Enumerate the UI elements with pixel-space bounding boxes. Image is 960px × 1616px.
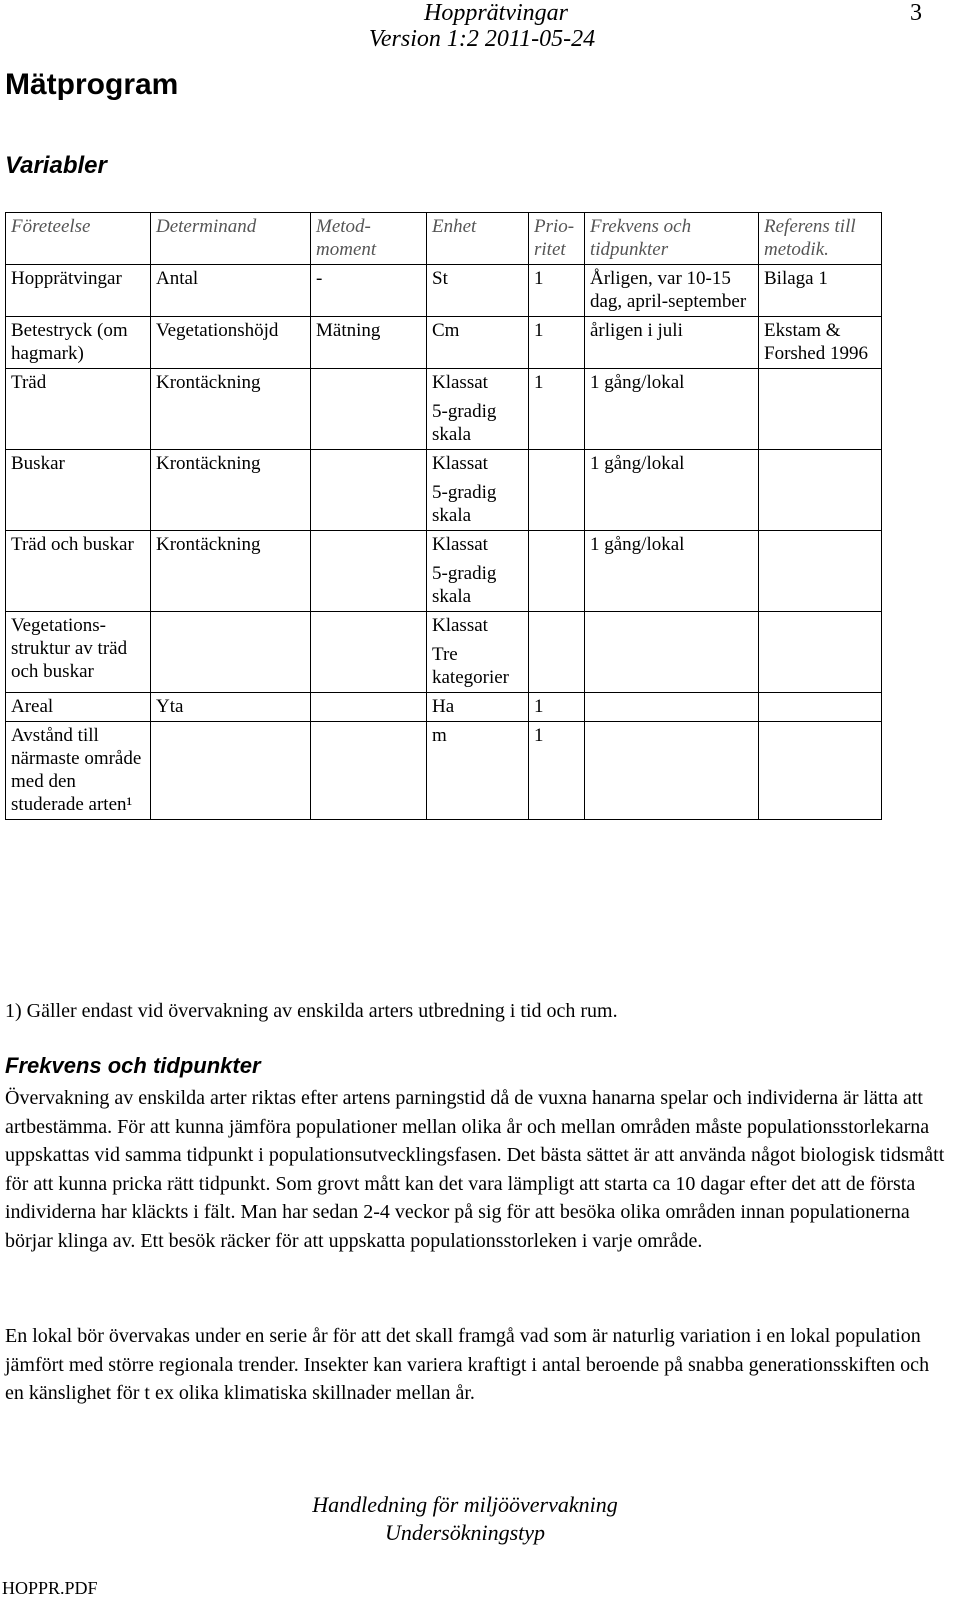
table-cell: Mätning bbox=[311, 317, 427, 369]
table-cell: årligen i juli bbox=[585, 317, 759, 369]
table-cell bbox=[427, 450, 529, 531]
footer-title: Handledning för miljöövervakning bbox=[312, 1492, 618, 1517]
table-cell: Antal bbox=[151, 265, 311, 317]
table-cell bbox=[427, 369, 529, 450]
table-cell: Krontäckning bbox=[151, 531, 311, 612]
table-cell: Träd bbox=[6, 369, 151, 450]
table-cell: Ekstam & Forshed 1996 bbox=[759, 317, 882, 369]
table-cell: 1 bbox=[529, 265, 585, 317]
table-cell bbox=[759, 369, 882, 450]
header-version: Version 1:2 2011-05-24 bbox=[368, 26, 596, 52]
table-cell bbox=[529, 612, 585, 693]
table-cell: 1 bbox=[529, 693, 585, 722]
table-cell: Cm bbox=[427, 317, 529, 369]
table-cell bbox=[759, 531, 882, 612]
cell-text: Klassat bbox=[432, 615, 488, 636]
table-row bbox=[6, 612, 882, 693]
table-cell: 1 bbox=[529, 317, 585, 369]
table-cell: St bbox=[427, 265, 529, 317]
table-header-cell: Prio-ritet bbox=[529, 213, 585, 265]
table-header-cell: Företeelse bbox=[6, 213, 151, 265]
section-title-variabler: Variabler bbox=[5, 152, 107, 179]
table-row bbox=[6, 369, 882, 450]
page-number: 3 bbox=[910, 0, 922, 26]
variables-table bbox=[5, 212, 882, 820]
table-cell: Areal bbox=[6, 693, 151, 722]
table-cell bbox=[311, 612, 427, 693]
table-header-row bbox=[6, 213, 882, 265]
table-cell bbox=[759, 612, 882, 693]
table-cell: Buskar bbox=[6, 450, 151, 531]
cell-text: Klassat bbox=[432, 372, 488, 393]
table-cell: Krontäckning bbox=[151, 369, 311, 450]
table-cell: Krontäckning bbox=[151, 450, 311, 531]
table-cell bbox=[585, 722, 759, 820]
table-cell bbox=[311, 722, 427, 820]
table-cell: 1 gång/lokal bbox=[585, 369, 759, 450]
table-cell bbox=[529, 531, 585, 612]
table-cell: 1 bbox=[529, 722, 585, 820]
cell-text: Klassat bbox=[432, 453, 488, 474]
cell-text: Tre kategorier bbox=[432, 644, 510, 688]
table-cell bbox=[585, 612, 759, 693]
table-cell: - bbox=[311, 265, 427, 317]
table-cell: Yta bbox=[151, 693, 311, 722]
table-cell bbox=[529, 450, 585, 531]
table-cell: Betestryck (om hagmark) bbox=[6, 317, 151, 369]
table-cell bbox=[427, 612, 529, 693]
cell-text: 5-gradig skala bbox=[432, 482, 497, 526]
cell-text: 5-gradig skala bbox=[432, 401, 497, 445]
table-cell: 1 gång/lokal bbox=[585, 450, 759, 531]
table-cell: Avstånd till närmaste område med den studerade arten¹ bbox=[6, 722, 151, 820]
footer-filename: HOPPR.PDF bbox=[2, 1578, 98, 1598]
header-title: Hopprätvingar bbox=[424, 0, 568, 26]
table-header-cell: Frekvens och tidpunkter bbox=[585, 213, 759, 265]
page-title: Mätprogram bbox=[5, 68, 179, 101]
table-cell bbox=[311, 369, 427, 450]
section-title-frekvens: Frekvens och tidpunkter bbox=[5, 1053, 261, 1078]
table-header-cell: Metod-moment bbox=[311, 213, 427, 265]
table-cell: Årligen, var 10-15 dag, april-september bbox=[585, 265, 759, 317]
table-cell bbox=[151, 612, 311, 693]
cell-text: Klassat bbox=[432, 534, 488, 555]
table-cell bbox=[759, 450, 882, 531]
cell-text: 5-gradig skala bbox=[432, 563, 497, 607]
table-cell bbox=[759, 693, 882, 722]
table-cell: 1 bbox=[529, 369, 585, 450]
table-cell bbox=[427, 531, 529, 612]
table-cell: Bilaga 1 bbox=[759, 265, 882, 317]
table-row bbox=[6, 317, 882, 369]
table-cell: Träd och buskar bbox=[6, 531, 151, 612]
table-cell: Ha bbox=[427, 693, 529, 722]
table-cell bbox=[311, 693, 427, 722]
table-row bbox=[6, 450, 882, 531]
table-cell bbox=[151, 722, 311, 820]
table-row bbox=[6, 693, 882, 722]
table-row bbox=[6, 265, 882, 317]
footer-subtitle: Undersökningstyp bbox=[384, 1520, 546, 1545]
table-row bbox=[6, 722, 882, 820]
table-cell bbox=[759, 722, 882, 820]
table-cell: Vegetationshöjd bbox=[151, 317, 311, 369]
table-cell: 1 gång/lokal bbox=[585, 531, 759, 612]
table-row bbox=[6, 531, 882, 612]
paragraph: En lokal bör övervakas under en serie år för att det skall framgå vad som är naturlig variation i en lokal population jämfört med större regionala trender. Insekter kan variera kraftigt i antal beroende på snabba generationsskiften och en känslighet för t ex olika klimatiska skillnader mellan år. bbox=[5, 1325, 930, 1404]
table-header-cell: Enhet bbox=[427, 213, 529, 265]
table-header-cell: Referens till metodik. bbox=[759, 213, 882, 265]
table-cell: m bbox=[427, 722, 529, 820]
table-cell: Vegetations-struktur av träd och buskar bbox=[6, 612, 151, 693]
table-footnote: 1) Gäller endast vid övervakning av enskilda arters utbredning i tid och rum. bbox=[5, 1000, 618, 1022]
paragraph: Övervakning av enskilda arter riktas efter artens parningstid då de vuxna hanarna spelar och individerna är lätta att artbestämma. För att kunna jämföra populationer mellan olika år och mellan områden måste populationsstorlekarna uppskattas vid samma tidpunkt i populationsutvecklingsfasen. Det bästa sättet är att använda något biologisk tidsmått för att kunna pricka rätt tidpunkt. Som grovt mått kan det vara lämpligt att starta ca 10 dagar efter det att de första individerna har kläckts i fält. Man har sedan 2-4 veckor på sig för att besöka olika områden innan populationerna börjar klinga av. Ett besök räcker för att uppskatta populationsstorleken i varje område. bbox=[5, 1087, 945, 1252]
table-cell bbox=[311, 450, 427, 531]
table-header-cell: Determinand bbox=[151, 213, 311, 265]
table-cell bbox=[585, 693, 759, 722]
table-cell bbox=[311, 531, 427, 612]
table-cell: Hopprätvingar bbox=[6, 265, 151, 317]
